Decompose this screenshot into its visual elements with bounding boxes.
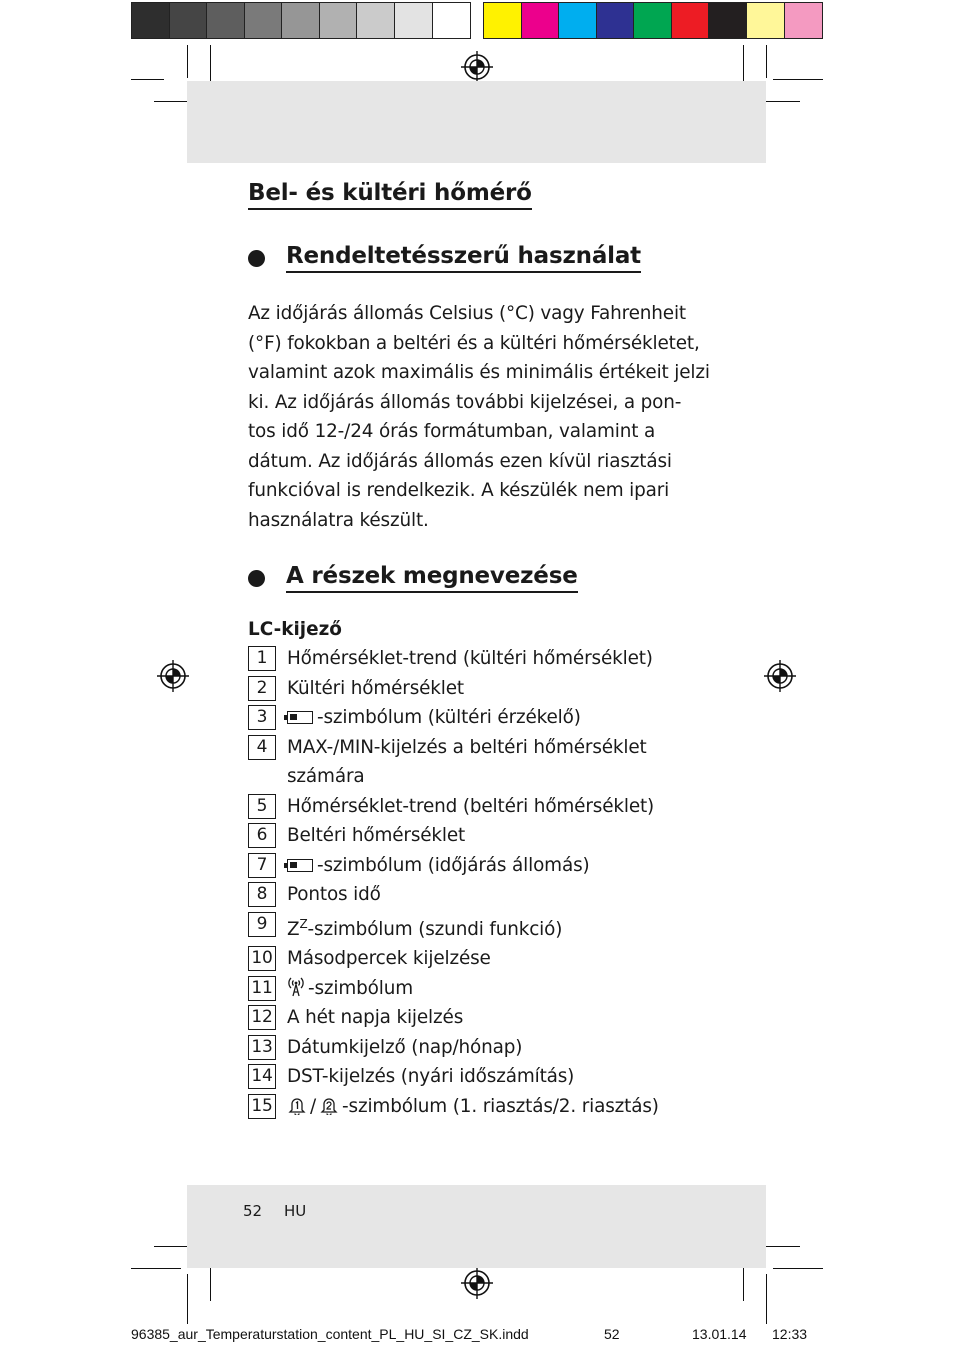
color-swatch	[634, 3, 672, 38]
crop-mark	[761, 101, 800, 102]
lcd-subheading: LC-kijező	[248, 619, 342, 640]
page-language: HU	[284, 1202, 307, 1220]
paragraph-line: dátum. Az időjárás állomás ezen kívül riasztási	[248, 450, 672, 472]
item-number: 12	[248, 1005, 276, 1030]
list-item	[248, 674, 718, 704]
color-swatch	[207, 3, 245, 38]
color-calibration-bar	[483, 2, 823, 39]
color-swatch	[395, 3, 433, 38]
parts-list	[248, 644, 718, 1121]
item-number: 10	[248, 946, 276, 971]
item-number: 1	[248, 646, 276, 671]
color-swatch	[357, 3, 395, 38]
paragraph-line: ki. Az időjárás állomás további kijelzései, a pon-	[248, 391, 682, 413]
item-text: Kültéri hőmérséklet	[287, 677, 464, 699]
color-swatch	[559, 3, 597, 38]
section-title: Rendeltetésszerű használat	[286, 243, 641, 273]
item-text: -szimbólum (szundi funkció)	[307, 918, 563, 940]
item-number: 9	[248, 912, 276, 937]
item-number: 14	[248, 1064, 276, 1089]
item-text: Hőmérséklet-trend (kültéri hőmérséklet)	[287, 648, 653, 669]
item-number: 5	[248, 794, 276, 819]
crop-mark	[773, 79, 823, 80]
item-text: MAX-/MIN-kijelzés a beltéri hőmérséklet	[287, 736, 647, 758]
crop-mark	[187, 45, 188, 78]
color-swatch	[433, 3, 471, 38]
battery-icon	[287, 859, 313, 872]
list-item	[248, 880, 718, 910]
list-item	[248, 974, 718, 1004]
crop-mark	[743, 45, 744, 84]
color-swatch	[709, 3, 747, 38]
item-text: DST-kijelzés (nyári időszámítás)	[287, 1066, 575, 1088]
alarm-1-bell-icon	[287, 1095, 307, 1115]
color-swatch	[747, 3, 785, 38]
paragraph-line: valamint azok maximális és minimális értékeit jelzi	[248, 362, 710, 383]
item-text: -szimbólum (1. riasztás/2. riasztás)	[342, 1095, 659, 1117]
item-text: Dátumkijelző (nap/hónap)	[287, 1036, 523, 1058]
item-text: Hőmérséklet-trend (beltéri hőmérséklet)	[287, 795, 655, 817]
color-swatch	[320, 3, 358, 38]
crop-mark	[131, 79, 164, 80]
page-number: 52	[243, 1202, 263, 1220]
list-item	[248, 703, 718, 733]
color-swatch	[785, 3, 823, 38]
page-title: Bel- és kültéri hőmérő	[248, 180, 532, 210]
color-swatch	[672, 3, 710, 38]
paragraph-line: Az időjárás állomás Celsius (°C) vagy Fahrenheit	[248, 303, 686, 324]
item-number: 8	[248, 882, 276, 907]
color-swatch	[522, 3, 560, 38]
color-swatch	[132, 3, 170, 38]
snooze-symbol-sup: Z	[299, 916, 308, 931]
item-text: Másodpercek kijelzése	[287, 948, 491, 970]
color-swatch	[245, 3, 283, 38]
crop-mark	[210, 45, 211, 84]
list-item	[248, 910, 718, 945]
paragraph-line: használatra készült.	[248, 509, 429, 531]
icon-separator: /	[310, 1095, 317, 1117]
item-number: 7	[248, 853, 276, 878]
crop-mark	[187, 1274, 188, 1324]
intended-use-paragraph	[248, 299, 718, 535]
color-swatch	[484, 3, 522, 38]
item-text: -szimbólum	[308, 977, 414, 999]
registration-mark-icon	[460, 1266, 494, 1300]
item-text: A hét napja kijelzés	[287, 1007, 464, 1029]
list-item	[248, 851, 718, 881]
registration-mark-icon	[156, 659, 190, 693]
list-item	[248, 644, 718, 674]
list-item	[248, 1003, 718, 1033]
crop-mark	[773, 1268, 823, 1269]
list-item	[248, 733, 718, 792]
bullet-icon	[248, 570, 265, 587]
item-number: 2	[248, 676, 276, 701]
item-text: Beltéri hőmérséklet	[287, 825, 466, 846]
item-text: -szimbólum (időjárás állomás)	[317, 854, 590, 876]
list-item	[248, 1033, 718, 1063]
list-item	[248, 944, 718, 974]
item-text: -szimbólum (kültéri érzékelő)	[317, 707, 581, 728]
alarm-2-bell-icon	[319, 1095, 339, 1115]
item-number: 15	[248, 1094, 276, 1119]
item-text-continued: számára	[287, 766, 365, 787]
color-swatch	[170, 3, 208, 38]
item-number: 6	[248, 823, 276, 848]
color-swatch	[597, 3, 635, 38]
grayscale-calibration-bar	[131, 2, 471, 39]
list-item	[248, 821, 718, 851]
list-item	[248, 792, 718, 822]
item-text: Pontos idő	[287, 884, 381, 905]
slug-date: 13.01.14	[692, 1326, 747, 1342]
item-number: 3	[248, 705, 276, 730]
snooze-symbol: Z	[287, 918, 300, 940]
footer-band	[187, 1185, 766, 1268]
header-band	[187, 81, 766, 163]
slug-time: 12:33	[772, 1326, 808, 1342]
crop-mark	[766, 1274, 767, 1324]
document-body	[248, 180, 718, 1121]
section-heading-intended-use	[248, 243, 718, 273]
color-swatch	[282, 3, 320, 38]
slug-filename: 96385_aur_Temperaturstation_content_PL_HU_SI_CZ_SK.indd	[131, 1326, 529, 1342]
item-number: 11	[248, 976, 276, 1001]
section-title: A részek megnevezése	[286, 563, 578, 593]
bullet-icon	[248, 250, 265, 267]
section-heading-parts	[248, 563, 718, 593]
item-number: 4	[248, 735, 276, 760]
slug-page: 52	[604, 1326, 620, 1342]
paragraph-line: tos idő 12-/24 órás formátumban, valamint a	[248, 421, 656, 442]
list-item	[248, 1092, 718, 1122]
paragraph-line: (°F) fokokban a beltéri és a kültéri hőmérsékletet,	[248, 332, 700, 354]
antenna-icon	[287, 975, 305, 997]
crop-mark	[131, 1268, 181, 1269]
registration-mark-icon	[763, 659, 797, 693]
registration-mark-icon	[460, 50, 494, 84]
battery-icon	[287, 711, 313, 724]
crop-mark	[766, 45, 767, 78]
crop-mark	[761, 1246, 800, 1247]
paragraph-line: funkcióval is rendelkezik. A készülék nem ipari	[248, 480, 670, 501]
list-item	[248, 1062, 718, 1092]
item-number: 13	[248, 1035, 276, 1060]
